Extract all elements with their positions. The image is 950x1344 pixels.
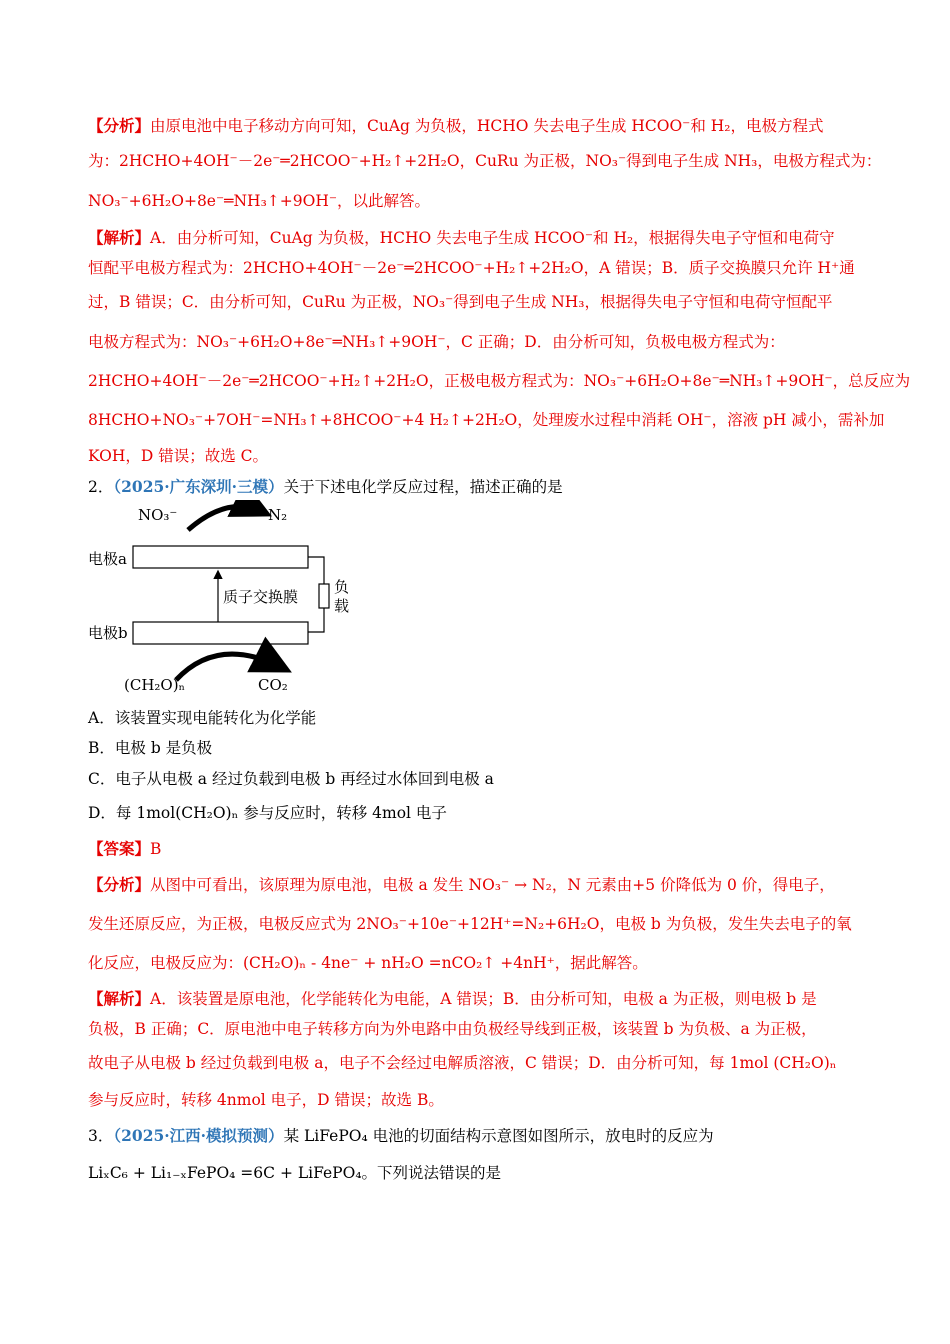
explain-tag: 【解析】 [88, 228, 151, 247]
q1-explain-line-3: 过，B 错误；C．由分析可知，CuRu 为正极，NO₃⁻得到电子生成 NH₃，根据得失电子守恒和电荷守恒配平 [88, 293, 833, 311]
nitrogen-label: N₂ [268, 506, 288, 524]
q2-explain-line-4: 参与反应时，转移 4nmol 电子，D 错误；故选 B。 [88, 1091, 444, 1109]
electrode-a-label: 电极a [88, 550, 127, 568]
analysis-tag: 【分析】 [88, 875, 151, 894]
electrode-b-label: 电极b [88, 624, 128, 642]
option-b: B．电极 b 是负极 [88, 739, 213, 757]
answer-tag: 【答案】 [88, 839, 151, 858]
option-c: C．电子从电极 a 经过负载到电极 b 再经过水体回到电极 a [88, 770, 494, 788]
question-source: （2025·广东深圳·三模） [113, 477, 284, 496]
q1-explain-line-1: 【解析】A．由分析可知，CuAg 为负极，HCHO 失去电子生成 HCOO⁻和 H₂，根据得失电子守恒和电荷守 [88, 228, 835, 247]
top-reaction-arrow [188, 506, 263, 530]
membrane-label: 质子交换膜 [223, 588, 299, 606]
q1-analysis-line-2: 为：2HCHO+4OH⁻－2e⁻═2HCOO⁻+H₂↑+2H₂O，CuRu 为正极，NO₃⁻得到电子生成 NH₃，电极方程式为： [88, 152, 882, 170]
q1-explain-line-2: 恒配平电极方程式为：2HCHO+4OH⁻－2e⁻═2HCOO⁻+H₂↑+2H₂O，A 错误；B．质子交换膜只允许 H⁺通 [88, 259, 855, 277]
option-a: A．该装置实现电能转化为化学能 [88, 709, 317, 727]
load-label-1: 负 [334, 578, 350, 596]
q1-explain-line-7: KOH，D 错误；故选 C。 [88, 447, 269, 465]
electrode-a [133, 546, 308, 568]
answer-value: B [150, 840, 162, 858]
co2-label: CO₂ [258, 676, 288, 694]
q2-stem: 2．（2025·广东深圳·三模）关于下述电化学反应过程，描述正确的是 [88, 477, 563, 496]
answer-line [88, 839, 161, 859]
electrochemical-cell-diagram [88, 500, 388, 700]
electrode-b [133, 622, 308, 644]
q2-explain-line-2: 负极，B 正确；C．原电池中电子转移方向为外电路中由负极经导线到正极，该装置 b 为负极、a 为正极， [88, 1020, 817, 1038]
q2-analysis-line-3: 化反应，电极反应为：(CH₂O)ₙ - 4ne⁻ + nH₂O =nCO₂↑ +4nH⁺，据此解答。 [88, 954, 648, 972]
question-number: 2． [88, 478, 114, 496]
q1-analysis-line-3: NO₃⁻+6H₂O+8e⁻═NH₃↑+9OH⁻，以此解答。 [88, 192, 431, 210]
q1-explain-line-6: 8HCHO+NO₃⁻+7OH⁻=NH₃↑+8HCOO⁻+4 H₂↑+2H₂O，处理废水过程中消耗 OH⁻，溶液 pH 减小，需补加 [88, 411, 885, 429]
q3-stem-line-2: LiₓC₆ + Li₁₋ₓFePO₄ =6C + LiFePO₄。下列说法错误的是 [88, 1164, 502, 1182]
organic-label: (CH₂O)ₙ [124, 676, 186, 694]
q1-explain-line-4: 电极方程式为：NO₃⁻+6H₂O+8e⁻═NH₃↑+9OH⁻，C 正确；D．由分析可知，负极电极方程式为： [88, 333, 785, 351]
q1-analysis-line-1: 【分析】由原电池中电子移动方向可知，CuAg 为负极，HCHO 失去电子生成 HCOO⁻和 H₂，电极方程式 [88, 116, 824, 135]
load-label-2: 载 [334, 597, 350, 615]
q2-analysis-line-1: 【分析】从图中可看出，该原理为原电池，电极 a 发生 NO₃⁻ → N₂，N 元素由+5 价降低为 0 价，得电子， [88, 875, 835, 894]
q3-stem: 3．（2025·江西·模拟预测）某 LiFePO₄ 电池的切面结构示意图如图所示，放电时的反应为 [88, 1126, 714, 1145]
load-resistor [319, 584, 329, 608]
q2-explain-line-1: 【解析】A．该装置是原电池，化学能转化为电能，A 错误；B．由分析可知，电极 a 为正极，则电极 b 是 [88, 989, 817, 1008]
q2-analysis-line-2: 发生还原反应，为正极，电极反应式为 2NO₃⁻+10e⁻+12H⁺=N₂+6H₂O，电极 b 为负极，发生失去电子的氧 [88, 915, 852, 933]
question-source: （2025·江西·模拟预测） [113, 1126, 284, 1145]
q2-explain-line-3: 故电子从电极 b 经过负载到电极 a，电子不会经过电解质溶液，C 错误；D．由分析可知，每 1mol (CH₂O)ₙ [88, 1054, 837, 1072]
wire-top [308, 557, 324, 584]
option-d: D．每 1mol(CH₂O)ₙ 参与反应时，转移 4mol 电子 [88, 804, 447, 822]
analysis-tag: 【分析】 [88, 116, 151, 135]
explain-tag: 【解析】 [88, 989, 151, 1008]
wire-bottom [308, 608, 324, 632]
nitrate-label: NO₃⁻ [138, 506, 178, 524]
question-number: 3． [88, 1127, 114, 1145]
q1-explain-line-5: 2HCHO+4OH⁻－2e⁻═2HCOO⁻+H₂↑+2H₂O，正极电极方程式为：NO₃⁻+6H₂O+8e⁻═NH₃↑+9OH⁻，总反应为 [88, 372, 911, 390]
